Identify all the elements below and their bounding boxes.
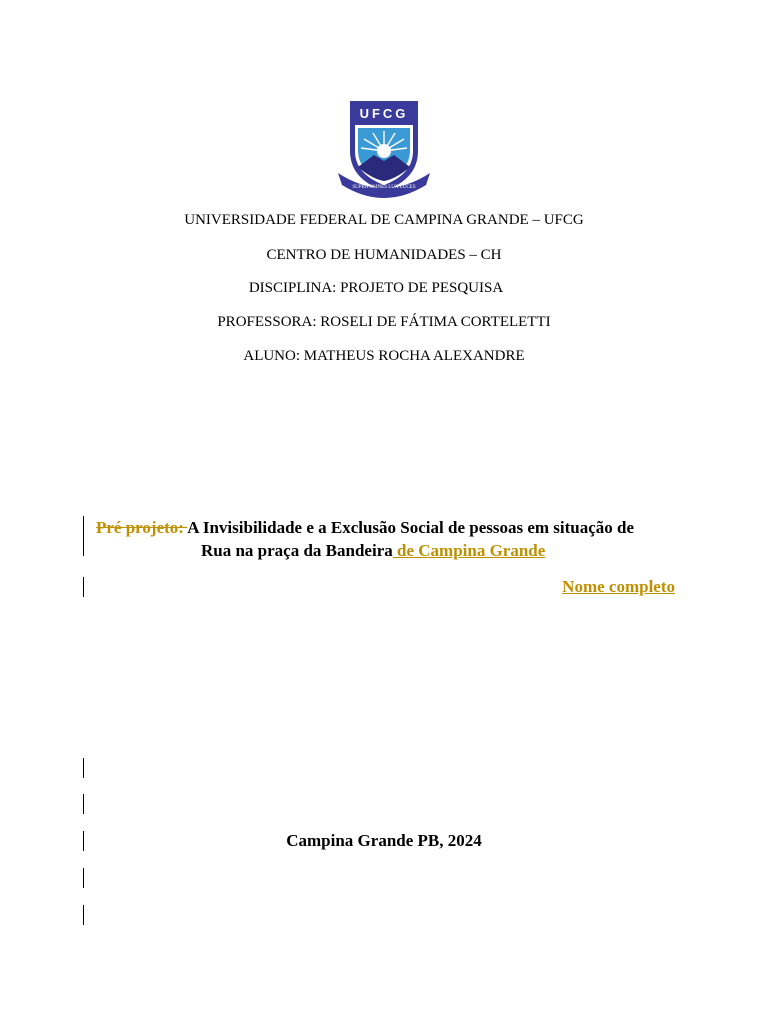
author-name: Nome completo bbox=[562, 577, 675, 596]
change-bar bbox=[83, 868, 84, 888]
title-line-1: A Invisibilidade e a Exclusão Social de pessoas em situação de bbox=[187, 518, 635, 537]
change-bar bbox=[83, 794, 84, 814]
deleted-prefix: Pré projeto: bbox=[96, 518, 188, 537]
city-year: Campina Grande PB, 2024 bbox=[286, 831, 482, 850]
logo-motto: SUPRA OMNES LUX LUCES bbox=[352, 185, 416, 190]
change-bar bbox=[83, 577, 84, 597]
university-name: UNIVERSIDADE FEDERAL DE CAMPINA GRANDE – UFCG bbox=[184, 212, 584, 228]
inserted-suffix: de Campina Grande bbox=[392, 541, 546, 560]
change-bar bbox=[83, 516, 84, 556]
change-bar bbox=[83, 758, 84, 778]
discipline-line: DISCIPLINA: PROJETO DE PESQUISA bbox=[248, 280, 504, 296]
professor-line: PROFESSORA: ROSELI DE FÁTIMA CORTELETTI bbox=[217, 314, 551, 330]
ufcg-logo bbox=[336, 99, 432, 199]
change-bar bbox=[83, 831, 84, 851]
change-bar bbox=[83, 905, 84, 925]
student-line: ALUNO: MATHEUS ROCHA ALEXANDRE bbox=[243, 348, 525, 364]
center-name: CENTRO DE HUMANIDADES – CH bbox=[266, 247, 502, 263]
title-line-2: Rua na praça da Bandeira bbox=[201, 541, 393, 560]
project-title bbox=[96, 516, 676, 562]
logo-acronym: UFCG bbox=[359, 106, 409, 121]
